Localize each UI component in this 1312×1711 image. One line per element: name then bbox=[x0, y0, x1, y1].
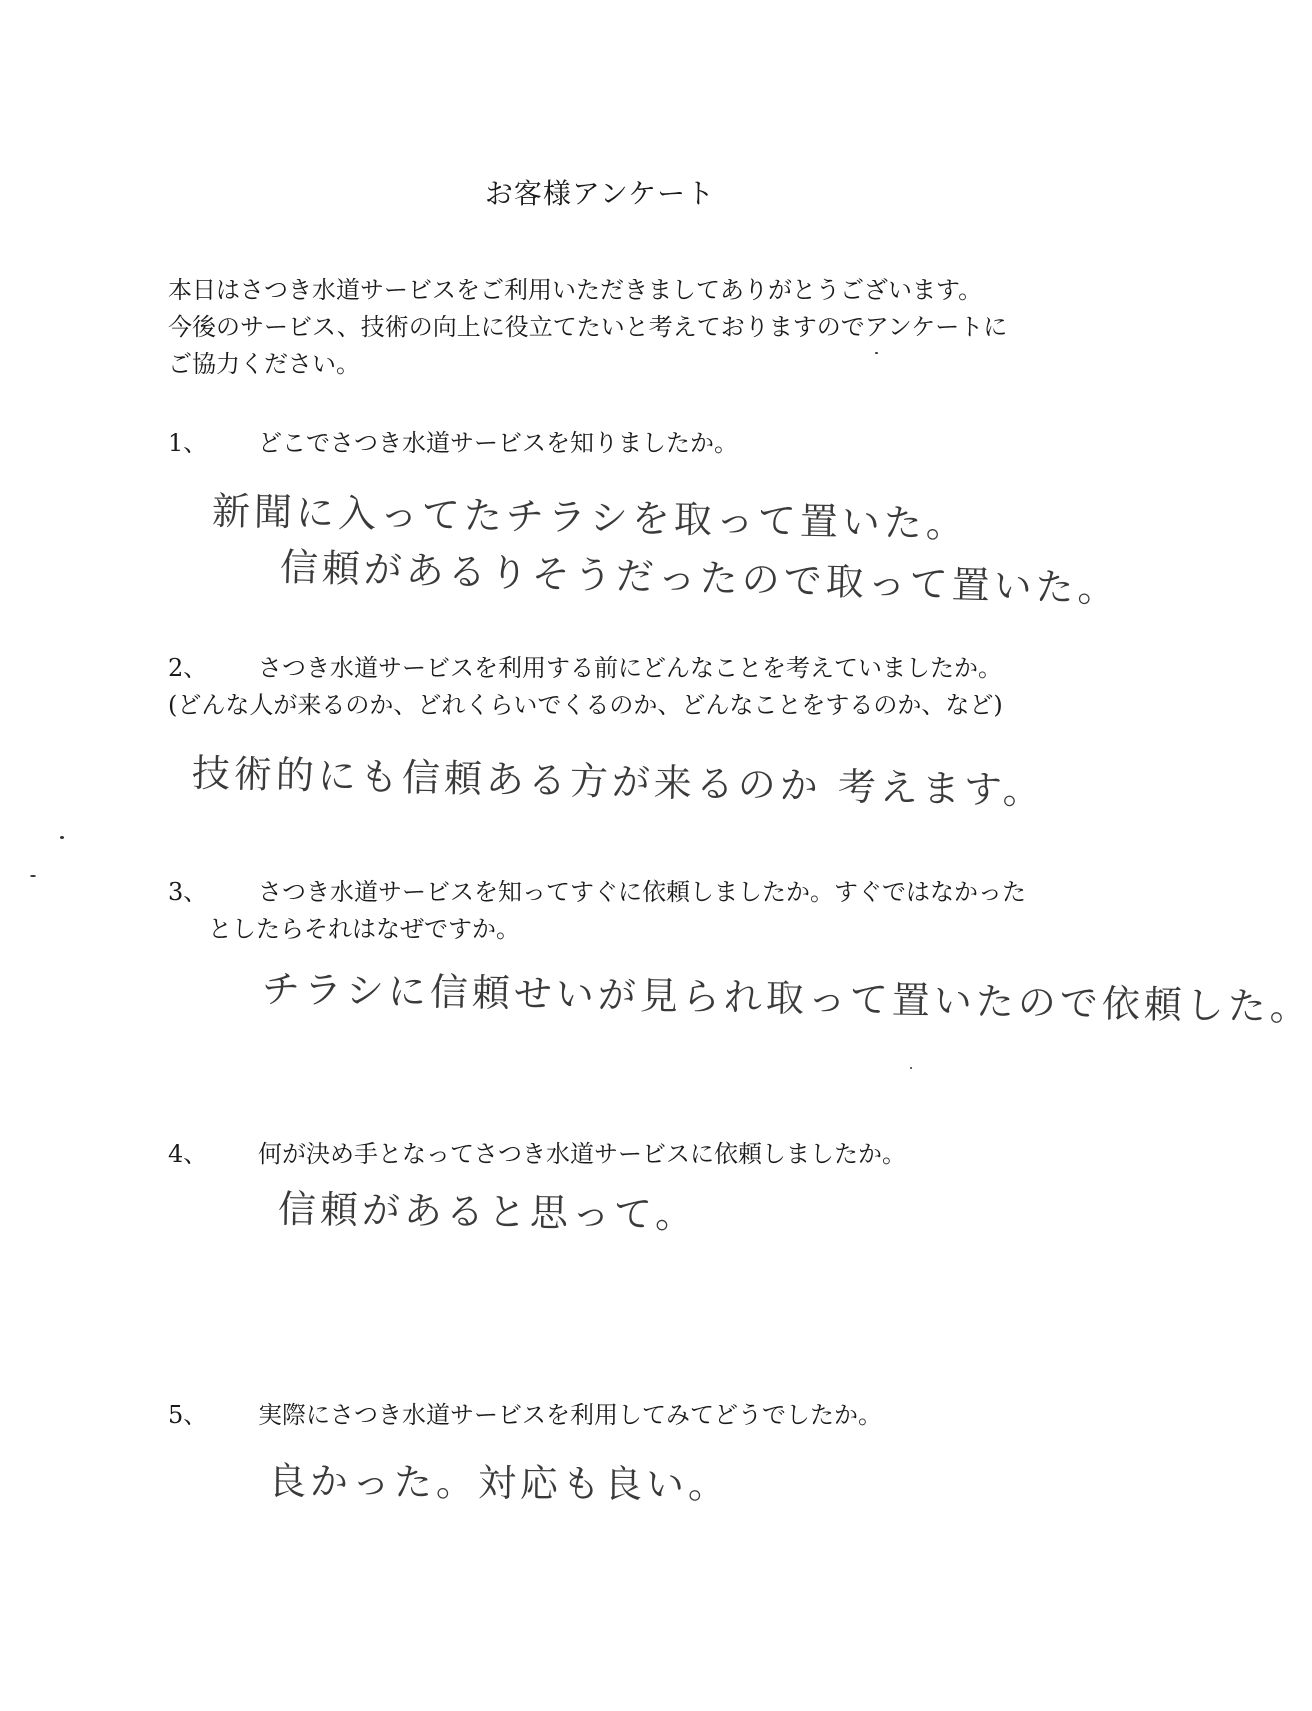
question-2-subtext: (どんな人が来るのか、どれくらいでくるのか、どんなことをするのか、など) bbox=[168, 691, 1003, 719]
answer-1-line-1: 新聞に入ってたチラシを取って置いた。 bbox=[211, 489, 969, 547]
question-1-number: 1、 bbox=[168, 429, 208, 457]
question-3-number: 3、 bbox=[168, 878, 208, 906]
question-2-text: さつき水道サービスを利用する前にどんなことを考えていましたか。 bbox=[258, 654, 1002, 682]
intro-paragraph bbox=[168, 272, 1007, 383]
answer-1-line-2: 信頼があるりそうだったので取って置いた。 bbox=[279, 545, 1121, 611]
intro-line: ご協力ください。 bbox=[168, 350, 360, 378]
question-2-number: 2、 bbox=[168, 654, 208, 682]
scan-speck bbox=[60, 836, 64, 839]
page-title: お客様アンケート bbox=[484, 177, 716, 210]
question-5-text: 実際にさつき水道サービスを利用してみてどうでしたか。 bbox=[258, 1401, 882, 1429]
intro-line: 今後のサービス、技術の向上に役立てたいと考えておりますのでアンケートに bbox=[168, 313, 1008, 341]
answer-3-line-1: チラシに信頼せいが見られ取って置いたので依頼した。 bbox=[261, 967, 1312, 1030]
scan-speck bbox=[875, 352, 878, 354]
answer-2-line-1: 技術的にも信頼ある方が来るのか 考えます。 bbox=[191, 751, 1046, 813]
scan-speck bbox=[910, 1067, 912, 1069]
question-4-number: 4、 bbox=[168, 1140, 208, 1168]
question-4-text: 何が決め手となってさつき水道サービスに依頼しましたか。 bbox=[258, 1140, 906, 1168]
answer-4-line-1: 信頼があると思って。 bbox=[277, 1187, 698, 1237]
question-1-text: どこでさつき水道サービスを知りましたか。 bbox=[258, 429, 738, 457]
answer-5-line-1: 良かった。対応も良い。 bbox=[267, 1459, 731, 1508]
question-3-subtext: としたらそれはなぜですか。 bbox=[208, 915, 520, 943]
intro-line: 本日はさつき水道サービスをご利用いただきましてありがとうございます。 bbox=[168, 276, 983, 304]
question-3-text: さつき水道サービスを知ってすぐに依頼しましたか。すぐではなかった bbox=[258, 878, 1026, 906]
question-5-number: 5、 bbox=[168, 1401, 208, 1429]
scan-speck bbox=[30, 875, 36, 877]
